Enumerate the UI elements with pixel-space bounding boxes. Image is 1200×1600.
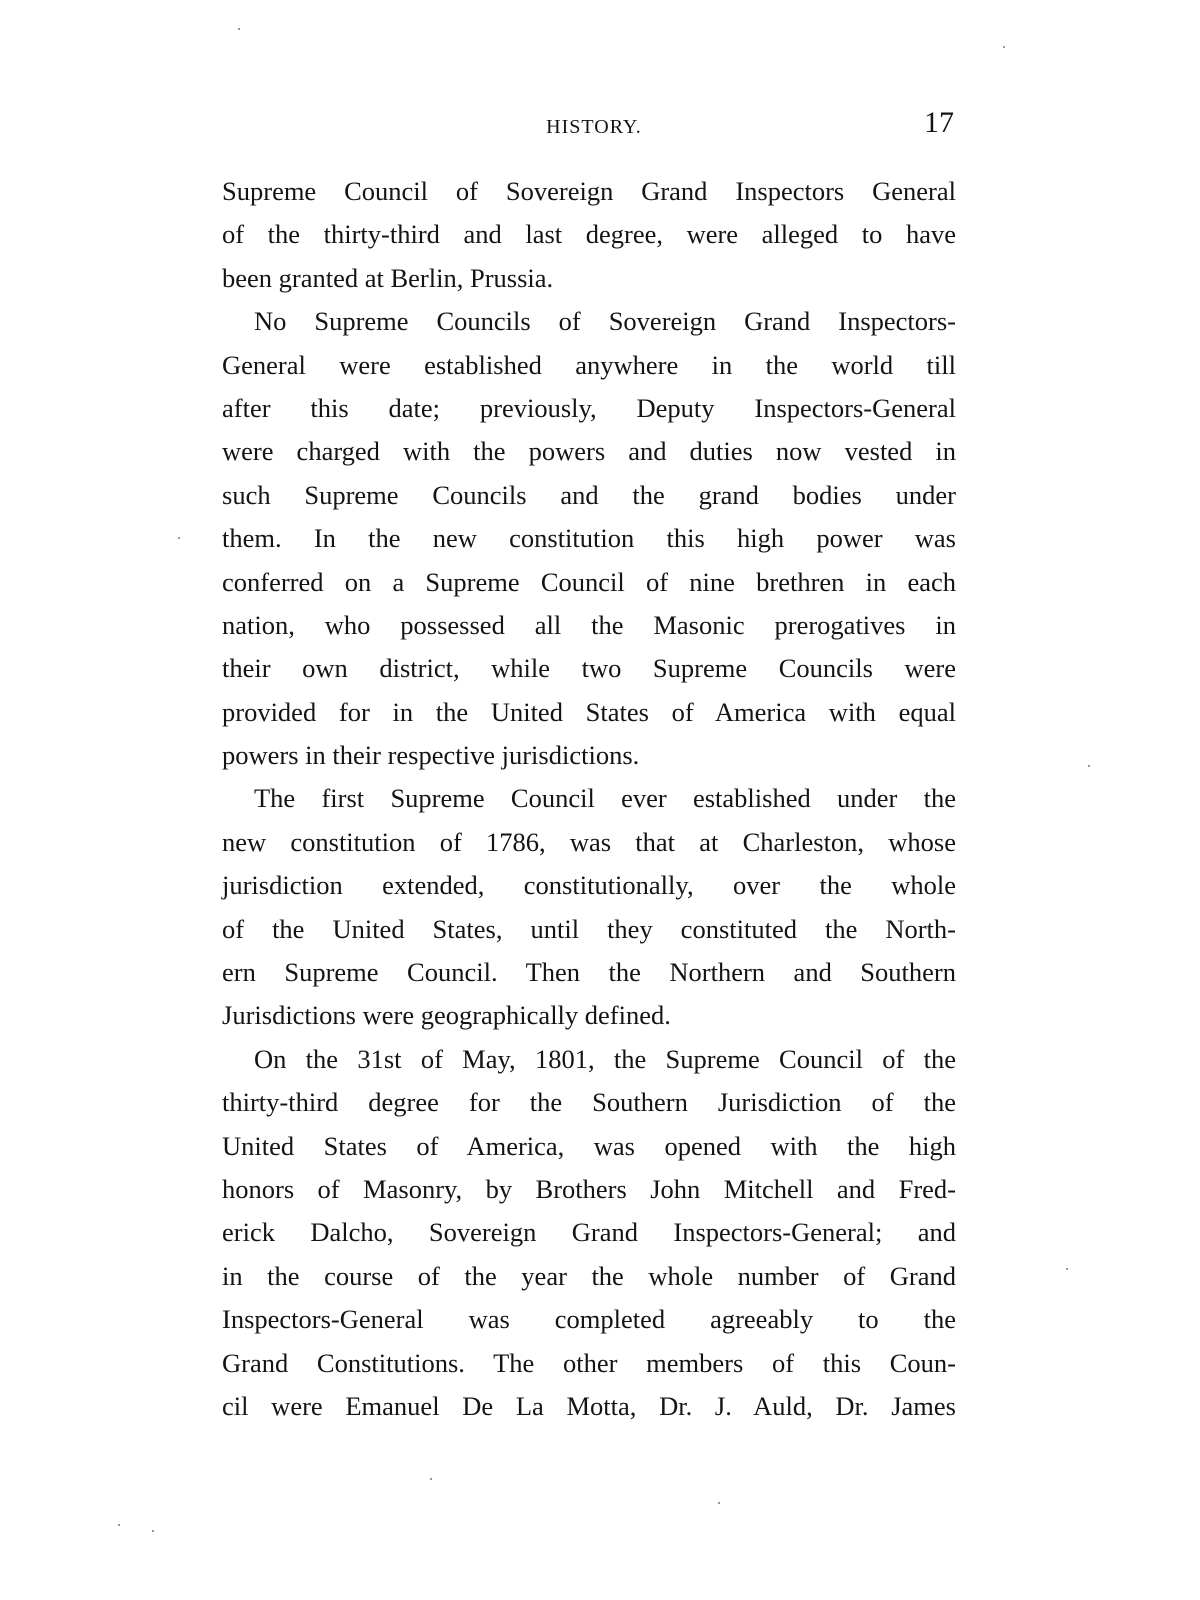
- text-line: them. In the new constitution this high power was: [222, 523, 956, 554]
- text-line: of the United States, until they constituted the North-: [222, 913, 956, 944]
- text-line: after this date; previously, Deputy Inspectors-General: [222, 392, 956, 423]
- text-line: Supreme Council of Sovereign Grand Inspectors General: [222, 176, 956, 206]
- text-line: thirty-third degree for the Southern Jurisdiction of the: [222, 1087, 956, 1118]
- paragraph-4: [222, 1038, 956, 1429]
- body-text: [222, 170, 956, 1428]
- text-line: Inspectors-General was completed agreeably to the: [222, 1304, 956, 1335]
- text-line: erick Dalcho, Sovereign Grand Inspectors-General; and: [222, 1217, 956, 1248]
- text-line: powers in their respective jurisdictions.: [222, 740, 640, 771]
- scan-speck: [178, 537, 180, 539]
- text-line: ern Supreme Council. Then the Northern and Southern: [222, 957, 956, 988]
- text-line: No Supreme Councils of Sovereign Grand Inspectors-: [254, 306, 956, 337]
- page-header: [222, 108, 956, 148]
- page-number: 17: [924, 106, 954, 139]
- text-line: were charged with the powers and duties now vested in: [222, 436, 956, 467]
- text-line: their own district, while two Supreme Councils were: [222, 653, 956, 684]
- text-line: Jurisdictions were geographically defined.: [222, 1000, 671, 1031]
- text-line: new constitution of 1786, was that at Charleston, whose: [222, 826, 956, 857]
- paragraph-2: [222, 300, 956, 777]
- scan-speck: [1066, 1268, 1068, 1270]
- text-line: honors of Masonry, by Brothers John Mitchell and Fred-: [222, 1173, 956, 1204]
- scan-speck: [1003, 46, 1005, 48]
- text-line: of the thirty-third and last degree, were alleged to have: [222, 219, 956, 250]
- scan-speck: [1088, 765, 1090, 767]
- scan-speck: [718, 1502, 720, 1504]
- text-line: jurisdiction extended, constitutionally, over the whole: [222, 870, 956, 901]
- text-line: conferred on a Supreme Council of nine brethren in each: [222, 566, 956, 597]
- running-title: HISTORY.: [546, 116, 642, 138]
- text-line: such Supreme Councils and the grand bodies under: [222, 479, 956, 510]
- scan-speck: [152, 1530, 154, 1532]
- text-line: provided for in the United States of America with equal: [222, 696, 956, 727]
- text-line: nation, who possessed all the Masonic prerogatives in: [222, 609, 956, 640]
- text-line: Grand Constitutions. The other members of this Coun-: [222, 1347, 956, 1378]
- scan-speck: [430, 1478, 432, 1480]
- text-line: been granted at Berlin, Prussia.: [222, 262, 554, 293]
- text-line: in the course of the year the whole number of Grand: [222, 1260, 956, 1291]
- scan-speck: [118, 1524, 120, 1526]
- paragraph-3: [222, 777, 956, 1037]
- text-line: United States of America, was opened with the high: [222, 1130, 956, 1161]
- text-line: On the 31st of May, 1801, the Supreme Council of the: [254, 1043, 956, 1074]
- text-line: The first Supreme Council ever established under the: [254, 783, 956, 814]
- text-line: General were established anywhere in the world till: [222, 349, 956, 380]
- text-line: cil were Emanuel De La Motta, Dr. J. Auld, Dr. James: [222, 1390, 956, 1421]
- paragraph-1: [222, 170, 956, 300]
- scan-speck: [238, 28, 240, 30]
